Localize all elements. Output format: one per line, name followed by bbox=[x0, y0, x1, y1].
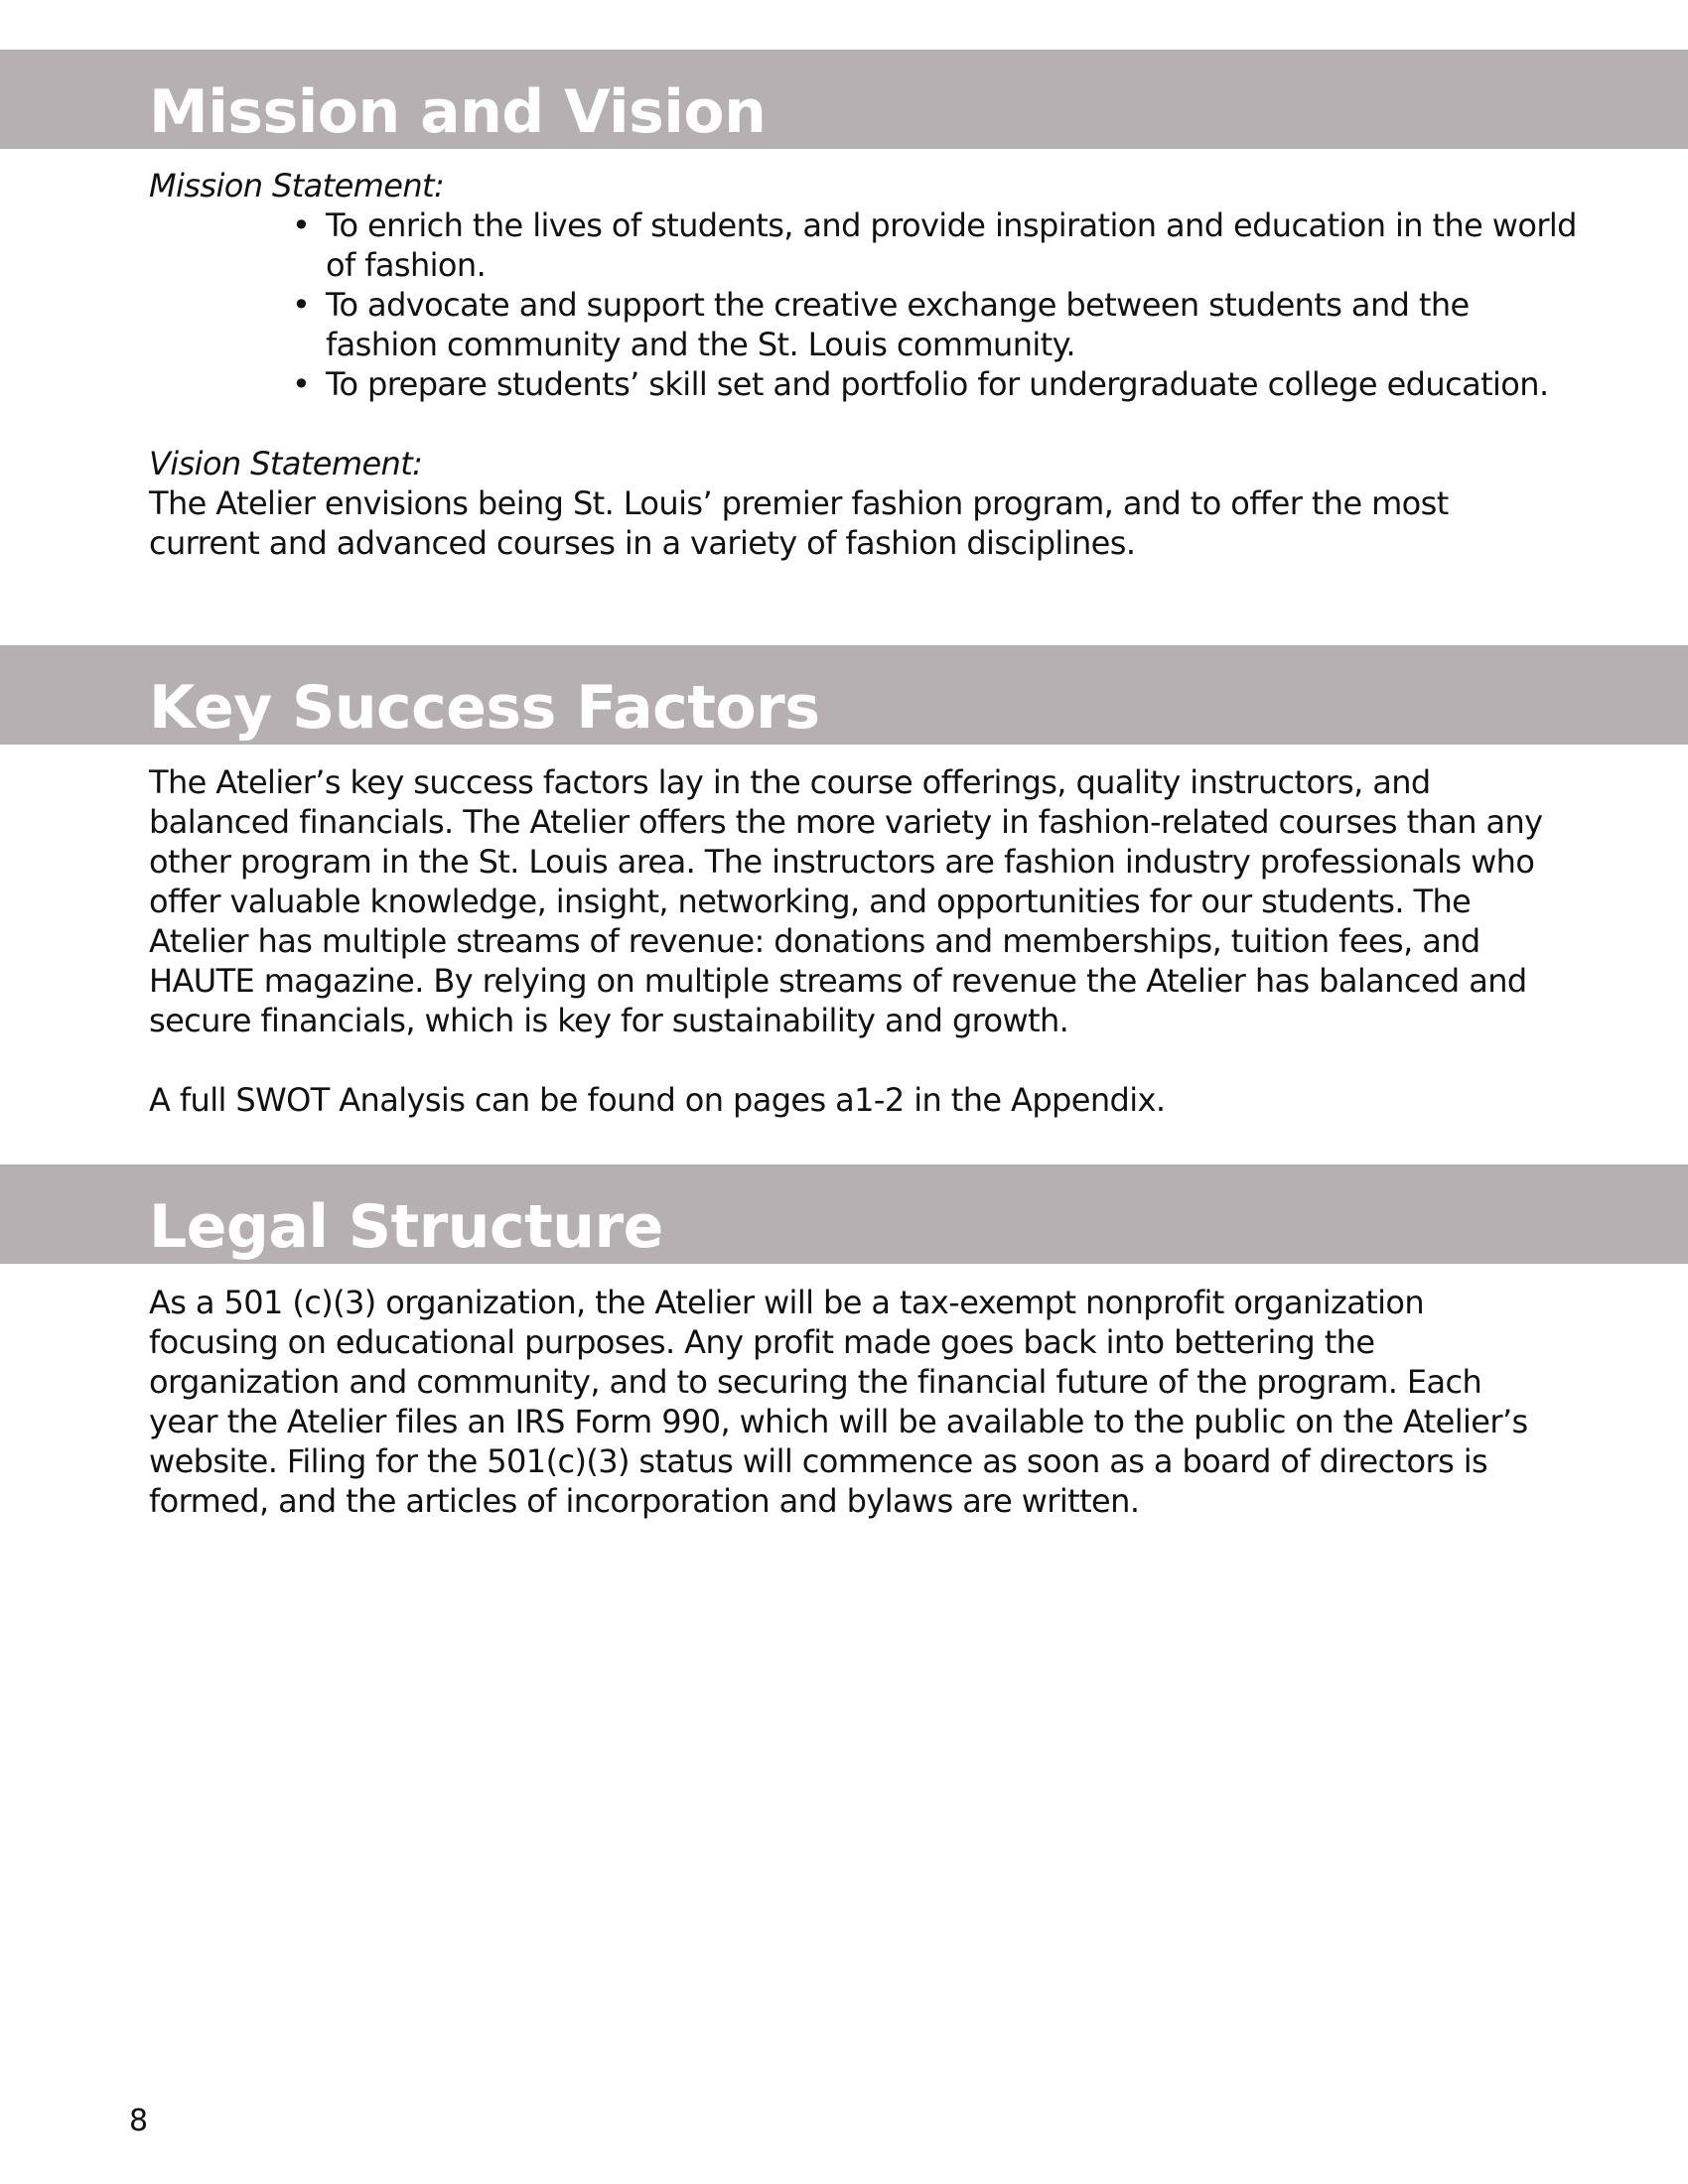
mission-item-text: To prepare students’ skill set and portfolio for undergraduate college education. bbox=[326, 365, 1549, 403]
mission-item bbox=[286, 285, 1577, 364]
key-success-title: Key Success Factors bbox=[149, 673, 820, 743]
mission-list bbox=[149, 205, 1577, 404]
page-number: 8 bbox=[129, 2104, 149, 2138]
legal-structure-body bbox=[149, 1283, 1559, 1521]
mission-item bbox=[286, 364, 1577, 404]
mission-item-text: To advocate and support the creative exchange between students and the fashion community and the St. Louis community. bbox=[326, 286, 1470, 363]
key-success-body bbox=[149, 762, 1559, 1120]
mission-item-text: To enrich the lives of students, and provide inspiration and education in the world of fashion. bbox=[326, 206, 1577, 284]
mission-vision-title: Mission and Vision bbox=[149, 77, 767, 147]
vision-statement-label: Vision Statement: bbox=[149, 445, 423, 482]
swot-note: A full SWOT Analysis can be found on pages a1-2 in the Appendix. bbox=[149, 1081, 1166, 1119]
mission-vision-header-bar bbox=[0, 50, 1688, 149]
bullet-icon: • bbox=[292, 206, 311, 244]
mission-statement-label: Mission Statement: bbox=[149, 167, 445, 205]
mission-item bbox=[286, 205, 1577, 285]
bullet-icon: • bbox=[292, 365, 311, 403]
legal-structure-paragraph: As a 501 (c)(3) organization, the Atelier will be a tax-exempt nonprofit organization focusing on educational purposes. Any profit made goes back into bettering the organization and community, and to securing the financial future of the program. Each year the Atelier files an IRS Form 990, which will be available to the public on the Atelier’s website. Filing for the 501(c)(3) status will commence as soon as a board of directors is formed, and the articles of incorporation and bylaws are written. bbox=[149, 1284, 1528, 1520]
legal-structure-title: Legal Structure bbox=[149, 1192, 663, 1262]
vision-statement-text: The Atelier envisions being St. Louis’ premier fashion program, and to offer the most current and advanced courses in a variety of fashion disciplines. bbox=[149, 484, 1449, 562]
mission-vision-body bbox=[149, 166, 1577, 563]
key-success-paragraph: The Atelier’s key success factors lay in the course offerings, quality instructors, and balanced financials. The Atelier offers the more variety in fashion-related courses than any other program in the St. Louis area. The instructors are fashion industry professionals who offer valuable knowledge, insight, networking, and opportunities for our students. The Atelier has multiple streams of revenue: donations and memberships, tuition fees, and HAUTE magazine. By relying on multiple streams of revenue the Atelier has balanced and secure financials, which is key for sustainability and growth. bbox=[149, 763, 1543, 1039]
bullet-icon: • bbox=[292, 286, 311, 324]
key-success-header-bar bbox=[0, 645, 1688, 745]
legal-structure-header-bar bbox=[0, 1164, 1688, 1264]
